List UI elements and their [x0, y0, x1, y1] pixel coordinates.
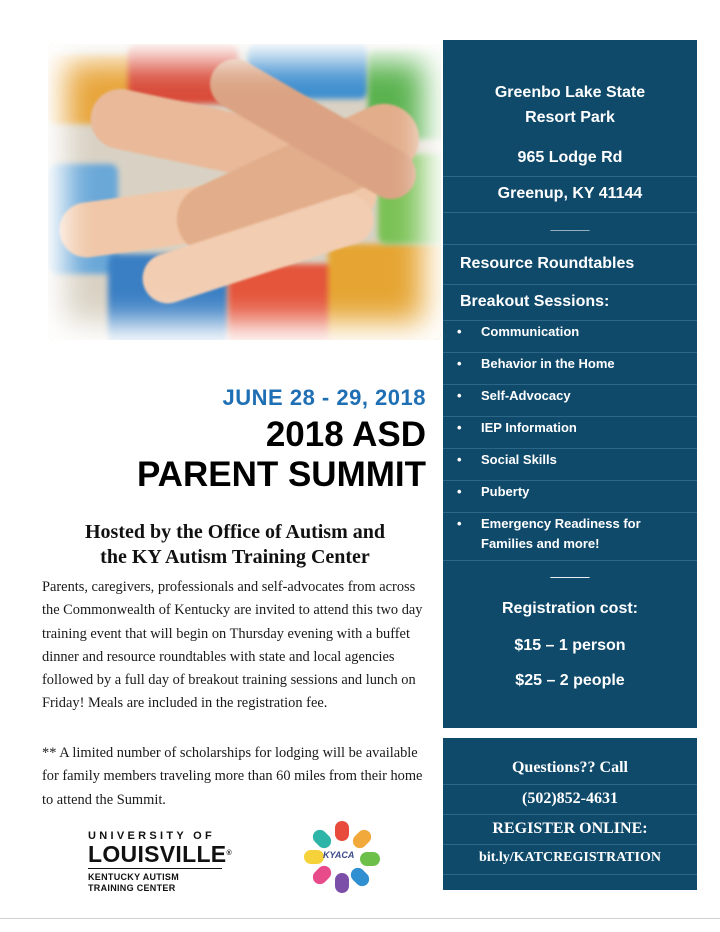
page-title: [48, 415, 426, 495]
event-description: Parents, caregivers, professionals and self-advocates from across the Commonwealth of Kentucky are invited to attend this two day training event that will begin on Thursday evening with a buffet dinner and resource roundtables with state and local agencies followed by a full day of breakout training sessions and lunch on Friday! Meals are included in the registration fee.: [42, 579, 423, 712]
title-line1: 2018 ASD: [265, 415, 426, 454]
scholarship-note: ** A limited number of scholarships for lodging will be available for family members traveling more than 60 miles from their home to attend the Summit.: [42, 745, 423, 808]
session-continued: Families and more!: [481, 536, 600, 551]
city-text: Greenup, KY 41144: [497, 185, 643, 202]
breakout-heading: Breakout Sessions:: [443, 284, 697, 321]
hero-photo-hands: [48, 44, 441, 340]
session-item: • Emergency Readiness for Families and more!: [443, 512, 697, 561]
bullet-icon: •: [457, 324, 462, 339]
resource-roundtables: Resource Roundtables: [443, 244, 697, 285]
session-item: • Communication: [443, 320, 697, 353]
price-one-person: $15 – 1 person: [514, 637, 626, 654]
phone-number[interactable]: (502)852-4631: [443, 784, 697, 815]
separator-1: _____: [443, 212, 697, 245]
separator-2: _____: [550, 562, 590, 578]
hosted-line1: Hosted by the Office of Autism and: [85, 521, 385, 543]
uofl-name: LOUISVILLE®: [88, 841, 232, 867]
kyaca-text: KYACA: [323, 850, 355, 860]
session-item: • Puberty: [443, 480, 697, 513]
bullet-icon: •: [457, 420, 462, 435]
bullet-icon: •: [457, 452, 462, 467]
katc-line2: TRAINING CENTER: [88, 883, 176, 893]
kyaca-logo: [305, 821, 379, 891]
page-divider: [0, 918, 720, 919]
registration-link[interactable]: bit.ly/KATCREGISTRATION: [443, 844, 697, 875]
hosted-line2: the KY Autism Training Center: [100, 546, 370, 568]
uofl-katc-logo: [88, 830, 232, 894]
contact-panel: [443, 738, 697, 890]
session-item: • Social Skills: [443, 448, 697, 481]
logo-divider: [88, 868, 222, 869]
address: [443, 140, 697, 177]
bullet-icon: •: [457, 516, 462, 531]
event-info-panel: [443, 40, 697, 728]
venue-line1: Greenbo Lake State: [494, 84, 646, 101]
questions-text: Questions?? Call: [443, 738, 697, 785]
session-item: • Self-Advocacy: [443, 384, 697, 417]
price-two-people: $25 – 2 people: [515, 672, 625, 689]
session-item: • Behavior in the Home: [443, 352, 697, 385]
bullet-icon: •: [457, 388, 462, 403]
event-date: JUNE 28 - 29, 2018: [222, 385, 426, 410]
bullet-icon: •: [457, 484, 462, 499]
hosted-by: [40, 520, 430, 570]
uofl-top-text: UNIVERSITY OF: [88, 830, 216, 842]
session-item: • IEP Information: [443, 416, 697, 449]
city: [443, 176, 697, 213]
bullet-icon: •: [457, 356, 462, 371]
venue-line2: Resort Park: [525, 109, 615, 126]
katc-line1: KENTUCKY AUTISM: [88, 872, 180, 882]
register-online-label: REGISTER ONLINE:: [443, 814, 697, 845]
address-text: 965 Lodge Rd: [517, 149, 623, 166]
title-line2: PARENT SUMMIT: [136, 455, 426, 494]
registration-heading: Registration cost:: [501, 600, 638, 617]
